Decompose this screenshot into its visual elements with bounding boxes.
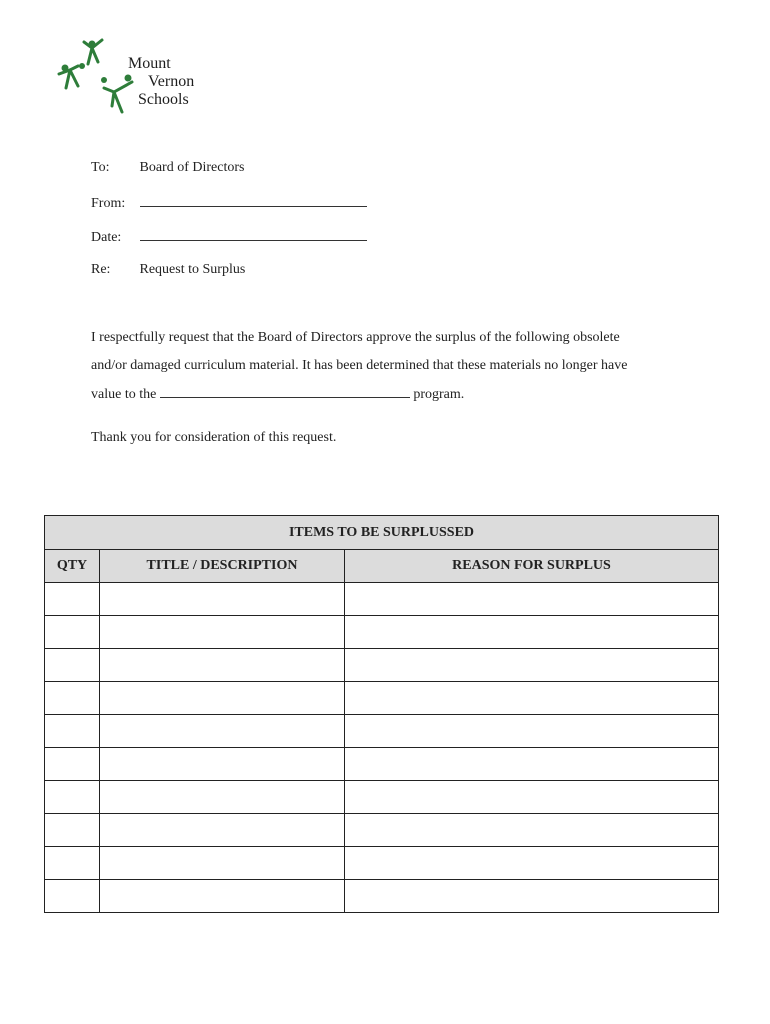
qty-cell[interactable] xyxy=(45,649,100,682)
reason-cell[interactable] xyxy=(345,814,719,847)
to-label: To: xyxy=(91,160,110,175)
re-label: Re: xyxy=(91,262,111,277)
to-value: Board of Directors xyxy=(139,160,245,175)
qty-cell[interactable] xyxy=(45,616,100,649)
re-value: Request to Surplus xyxy=(139,262,246,277)
table-row xyxy=(45,715,719,748)
paragraph-line-2: and/or damaged curriculum material. It has been determined that these materials no longer have xyxy=(91,358,628,373)
from-field[interactable] xyxy=(140,194,367,207)
table-row xyxy=(45,880,719,913)
reason-cell[interactable] xyxy=(345,880,719,913)
qty-cell[interactable] xyxy=(45,814,100,847)
table-row xyxy=(45,847,719,880)
request-paragraph xyxy=(91,330,691,414)
reason-cell[interactable] xyxy=(345,649,719,682)
header-reason: REASON FOR SURPLUS xyxy=(345,550,719,583)
title-cell[interactable] xyxy=(100,814,345,847)
reason-cell[interactable] xyxy=(345,715,719,748)
qty-cell[interactable] xyxy=(45,781,100,814)
paragraph-line-1: I respectfully request that the Board of Directors approve the surplus of the following obsolete xyxy=(91,330,620,345)
reason-cell[interactable] xyxy=(345,583,719,616)
from-label: From: xyxy=(91,196,126,211)
qty-cell[interactable] xyxy=(45,682,100,715)
logo-text-vernon: Vernon xyxy=(148,73,195,90)
title-cell[interactable] xyxy=(100,781,345,814)
memo-to-row xyxy=(91,160,244,176)
logo-text-schools: Schools xyxy=(138,91,189,108)
reason-cell[interactable] xyxy=(345,748,719,781)
items-table xyxy=(44,515,719,913)
reason-cell[interactable] xyxy=(345,682,719,715)
qty-cell[interactable] xyxy=(45,583,100,616)
title-cell[interactable] xyxy=(100,616,345,649)
items-body xyxy=(45,583,719,913)
title-cell[interactable] xyxy=(100,880,345,913)
thanks-line: Thank you for consideration of this request. xyxy=(91,430,337,445)
header-title-description: TITLE / DESCRIPTION xyxy=(100,550,345,583)
memo-re-row xyxy=(91,262,245,278)
title-cell[interactable] xyxy=(100,682,345,715)
title-cell[interactable] xyxy=(100,847,345,880)
reason-cell[interactable] xyxy=(345,616,719,649)
reason-cell[interactable] xyxy=(345,781,719,814)
title-cell[interactable] xyxy=(100,649,345,682)
logo-figures-icon xyxy=(56,36,136,122)
title-cell[interactable] xyxy=(100,748,345,781)
qty-cell[interactable] xyxy=(45,847,100,880)
table-row xyxy=(45,649,719,682)
table-row xyxy=(45,583,719,616)
title-cell[interactable] xyxy=(100,715,345,748)
qty-cell[interactable] xyxy=(45,715,100,748)
table-row xyxy=(45,814,719,847)
school-logo xyxy=(56,36,216,122)
value-to-text: value to the xyxy=(91,387,157,402)
qty-cell[interactable] xyxy=(45,748,100,781)
program-field[interactable] xyxy=(160,386,410,398)
date-field[interactable] xyxy=(140,228,367,241)
program-text: program. xyxy=(413,387,465,402)
memo-date-row xyxy=(91,228,367,246)
header-qty: QTY xyxy=(45,550,100,583)
table-row xyxy=(45,682,719,715)
date-label: Date: xyxy=(91,230,122,245)
table-row xyxy=(45,781,719,814)
title-cell[interactable] xyxy=(100,583,345,616)
table-row xyxy=(45,748,719,781)
paragraph-line-3 xyxy=(91,386,691,414)
table-row xyxy=(45,616,719,649)
qty-cell[interactable] xyxy=(45,880,100,913)
reason-cell[interactable] xyxy=(345,847,719,880)
logo-text-mount: Mount xyxy=(128,55,171,72)
memo-from-row xyxy=(91,194,367,212)
table-caption: ITEMS TO BE SURPLUSSED xyxy=(45,516,719,550)
